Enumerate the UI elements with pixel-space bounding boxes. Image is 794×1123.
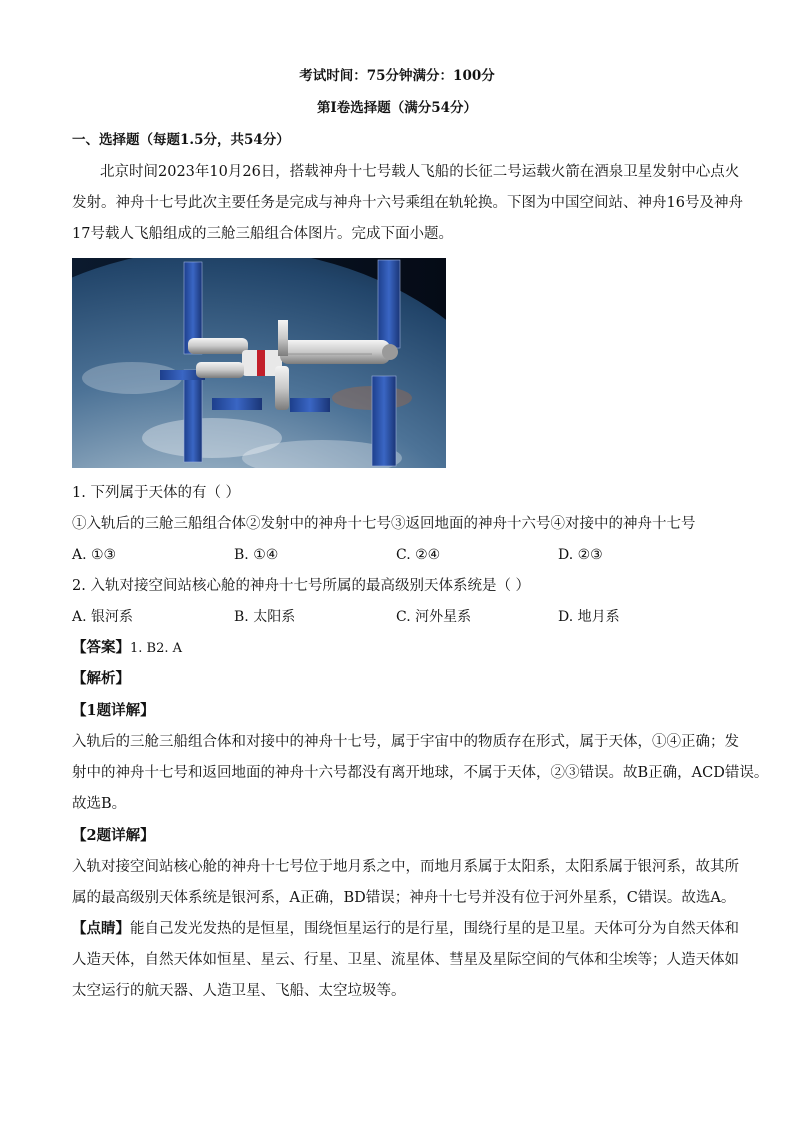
space-station-photo: [72, 258, 446, 468]
passage-line-2: 发射。神舟十七号此次主要任务是完成与神舟十六号乘组在轨轮换。下图为中国空间站、神舟16号及神舟: [72, 195, 743, 211]
question-2-option-c: C. 河外星系: [396, 609, 472, 625]
tip-line-2: 人造天体，自然天体如恒星、星云、行星、卫星、流星体、彗星及星际空间的气体和尘埃等；人造天体如: [72, 952, 739, 968]
question-2-option-a: A. 银河系: [72, 609, 134, 625]
answer-label: 【答案】: [72, 639, 130, 656]
question-1-option-c: C. ②④: [396, 547, 441, 563]
tip-line-3: 太空运行的航天器、人造卫星、飞船、太空垃圾等。: [72, 983, 406, 999]
detail-2-line-2: 属的最高级别天体系统是银河系，A正确，BD错误；神舟十七号并没有位于河外星系，C错误。故选A。: [72, 890, 736, 906]
exam-info: 考试时间：75分钟满分：100分: [299, 68, 495, 84]
detail-1-line-2: 射中的神舟十七号和返回地面的神舟十六号都没有离开地球，不属于天体，②③错误。故B正确，ACD错误。: [72, 765, 769, 781]
question-1-option-d: D. ②③: [558, 547, 603, 563]
question-2-stem: 2. 入轨对接空间站核心舱的神舟十七号所属的最高级别天体系统是（ ）: [72, 578, 531, 594]
detail-2-label: 【2题详解】: [72, 827, 155, 844]
question-1-stem: 1. 下列属于天体的有（ ）: [72, 485, 241, 501]
answer-line: [72, 638, 182, 659]
question-1-option-b: B. ①④: [234, 547, 279, 563]
passage-line-1: 北京时间2023年10月26日，搭载神舟十七号载人飞船的长征二号运载火箭在酒泉卫星发射中心点火: [100, 164, 740, 180]
passage-line-3: 17号载人飞船组成的三舱三船组合体图片。完成下面小题。: [72, 226, 453, 242]
section-title: 第Ⅰ卷选择题（满分54分）: [316, 100, 478, 116]
question-2-option-d: D. 地月系: [558, 609, 620, 625]
tip-text-1: 能自己发光发热的是恒星，围绕恒星运行的是行星，围绕行星的是卫星。天体可分为自然天体和: [130, 921, 739, 937]
detail-1-label: 【1题详解】: [72, 702, 155, 719]
detail-1-line-1: 入轨后的三舱三船组合体和对接中的神舟十七号，属于宇宙中的物质存在形式，属于天体，①④正确；发: [72, 734, 739, 750]
question-1-option-a: A. ①③: [72, 547, 117, 563]
tip-label: 【点睛】: [72, 920, 130, 937]
answer-text: 1. B2. A: [130, 641, 183, 656]
detail-1-line-3: 故选B。: [72, 796, 127, 812]
part-heading: 一、选择题（每题1.5分，共54分）: [72, 132, 290, 148]
space-station-image-icon: [72, 258, 446, 468]
detail-2-line-1: 入轨对接空间站核心舱的神舟十七号位于地月系之中，而地月系属于太阳系，太阳系属于银河系，故其所: [72, 859, 739, 875]
tip-line-1: [72, 919, 739, 939]
question-1-items: ①入轨后的三舱三船组合体②发射中的神舟十七号③返回地面的神舟十六号④对接中的神舟十七号: [72, 516, 696, 532]
question-2-option-b: B. 太阳系: [234, 609, 296, 625]
analysis-label: 【解析】: [72, 670, 130, 687]
